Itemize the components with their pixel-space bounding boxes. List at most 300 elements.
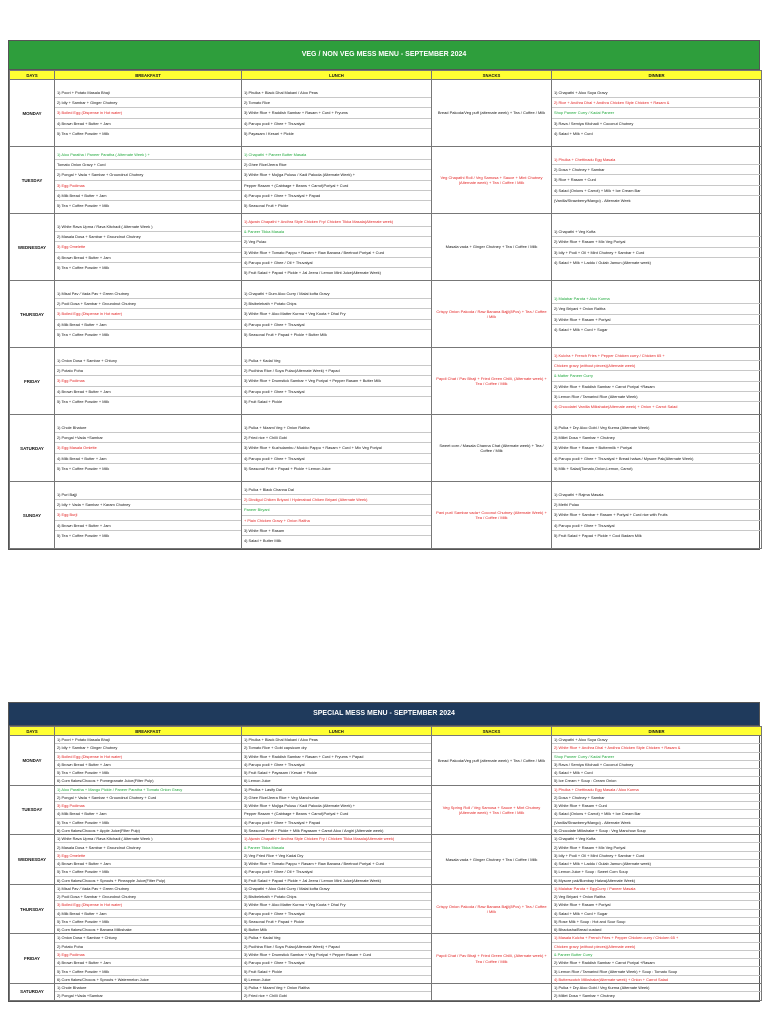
dinner-item: 3) Lemon Rice / Tamarind Rice (Alternate Week) + Soup : Tomato Soup: [552, 967, 761, 975]
menu-row-thursday: [10, 281, 762, 348]
dinner-item: 3) Rava / Semiya Kitchadi + Coconut Chutney: [552, 761, 761, 769]
snacks-cell: Papdi Chat / Pav Bhaji + Fried Green Chilli, (Alternate week) + Tea / Coffee / Milk: [432, 934, 552, 984]
lunch-header: LUNCH: [242, 727, 432, 736]
snacks-cell: Crispy Onion Pakoda / Raw Banana Bajji(8Pcs) + Tea / Coffee / Milk: [432, 281, 552, 348]
veg-menu-title: VEG / NON VEG MESS MENU - SEPTEMBER 2024: [9, 41, 759, 70]
dinner-item: 4) Salad (Onions + Carrot) + Milk + Ice Cream Bar: [552, 186, 761, 196]
lunch-cell: [242, 983, 432, 1000]
breakfast-item: 5) Tea + Coffee Powder + Milk: [57, 264, 110, 270]
lunch-item: 5) Fruit Salad + Pickle: [242, 967, 431, 975]
lunch-item: 2) Pudhina Rice / Soya Pulao(Alternate Week) + Papad: [242, 943, 431, 951]
breakfast-cell: [55, 281, 242, 348]
day-label: TUESDAY: [10, 785, 55, 835]
dinner-item: 4) Salad (Onions + Carrot) + Milk + Ice Cream Bar: [552, 810, 761, 818]
dinner-item: (Vanilla/Strawberry/Mango) - Alternate Week: [554, 197, 631, 203]
lunch-item: 4) Parupu podi + Ghee + Thuvaiyal: [242, 454, 431, 464]
dinner-item: 6) Bhadusha/Bread custard: [554, 927, 602, 933]
dinner-item: 3) White Rice + Rasam + Poriyal: [552, 901, 761, 909]
breakfast-item: 4) Milk Bread + Butter + Jam: [55, 454, 241, 464]
day-label: MONDAY: [10, 80, 55, 147]
breakfast-item: 2) Idly + Sambar + Ginger Chutney: [55, 98, 241, 108]
breakfast-item: 2) Masala Dosa + Sambar + Groundnut Chutney: [55, 232, 241, 242]
lunch-item: 2) Veg Pulao: [242, 237, 431, 247]
menu-row-tuesday: [10, 147, 762, 214]
dinner-item: 2) Dosa + Chutney + Sambar: [552, 165, 761, 175]
dinner-cell: [552, 80, 762, 147]
dinner-item: 2) Millet Dosa + Sambar + Chutney: [554, 993, 615, 999]
breakfast-cell: [55, 835, 242, 885]
breakfast-item: 3) Egg Masala Omlette: [55, 443, 241, 453]
lunch-item: 1) Chapathi + Dum Aloo Curry / Malai kofta Gravy: [242, 289, 431, 299]
breakfast-item: 2) Podi Dosa + Sambar + Groundnut Chutney: [55, 299, 241, 309]
day-label: FRIDAY: [10, 348, 55, 415]
lunch-item: 5) Seasonal Fruit + Papad + Pickle + Lemon Juice: [244, 465, 331, 471]
breakfast-item: 4) Brown Bread + Butter + Jam: [55, 959, 241, 967]
lunch-item: 2) Dindigul Chiken Briyani / Hyderabad Chiken Briyani (Alternate Week): [242, 495, 431, 505]
lunch-cell: [242, 785, 432, 835]
dinner-item: 2) Rice + Andhra Dhal + Andhra Chicken Style Chicken + Rasam &: [552, 98, 761, 108]
dinner-cell: [552, 348, 762, 415]
lunch-item: 5) Fruit Salad + Payasam / Kesari + Pickle: [242, 769, 431, 777]
lunch-item: 1) Pulka + Nizami Veg + Onion Raitha: [242, 423, 431, 433]
menu-row-thursday: [10, 884, 762, 934]
breakfast-item: 6) Corn flakes/Chocos + Banana Milkshake: [57, 927, 132, 933]
lunch-item: 4) Parupu podi + Ghee + Thuvaiyal: [242, 320, 431, 330]
dinner-cell: [552, 835, 762, 885]
snacks-cell: Veg Chapathi Roll / Veg Samosa + Sauce + Mint Chutney (Alternate week) + Tea / Coffee / Milk: [432, 147, 552, 214]
breakfast-item: 4) Brown Bread + Butter + Jam: [55, 860, 241, 868]
breakfast-item: 5) Tea + Coffee Powder + Milk: [55, 918, 241, 926]
lunch-item: 5) Fruit Salad + Pickle: [244, 398, 283, 404]
dinner-item: 4) Chocolate/ Vanilla Milkshake(Alternate week) + Onion + Carrot Salad: [554, 404, 678, 410]
day-label: TUESDAY: [10, 147, 55, 214]
lunch-cell: [242, 482, 432, 549]
breakfast-item: 1) Poori + Potato Masala Bhaji: [55, 736, 241, 744]
breakfast-item: 2) Podi Dosa + Sambar + Groundnut Chutney: [55, 893, 241, 901]
lunch-item: 4) Parupu podi + Ghee + Thuvaiyal: [242, 119, 431, 129]
breakfast-item: 1) Misal Pav / Vada Pav + Green Chutney: [55, 885, 241, 893]
lunch-item: 2) Bisibelebath + Potato Chips: [242, 299, 431, 309]
dinner-item: 2) White Rice + Raddish Sambar + Carrot Poriyal +Rasam: [552, 382, 761, 392]
breakfast-item: 1) Aloo Paratha + Mango Pickle / Paneer Paratha + Tomato Onion Gravy: [55, 786, 241, 794]
lunch-item: 2) Fried rice + Chilli Gobi: [244, 993, 287, 999]
dinner-item: 1) Masala Kulcha + French Fries + Pepper Chicken curry / Chicken 65 +: [552, 934, 761, 942]
lunch-item: 4) Parupu podi + Ghee + Thuvaiyal: [242, 387, 431, 397]
lunch-cell: [242, 80, 432, 147]
snacks-cell: Masala vada + Ginger Chutney + Tea / Coffee / Milk: [432, 835, 552, 885]
dinner-item: 3) White Rice + Rasam + Curd: [552, 802, 761, 810]
veg-menu-table: [9, 70, 762, 549]
lunch-item: 4) Parupu podi + Ghee / Oil + Thuvaiyal: [242, 258, 431, 268]
lunch-cell: [242, 884, 432, 934]
snacks-header: SNACKS: [432, 727, 552, 736]
breakfast-item: 2) Masala Dosa + Sambar + Groundnut Chutney: [55, 843, 241, 851]
lunch-item: 1) Chapathi + Aloo Gobi Curry / Malai kofta Gravy: [242, 885, 431, 893]
dinner-item: 4) Salad + Milk + Curd + Sugar: [554, 326, 608, 332]
special-header-row: [10, 727, 762, 736]
breakfast-item: 3) Boiled Egg (Dispense in Hot water): [55, 108, 241, 118]
breakfast-item: 1) Chole Bhature: [55, 423, 241, 433]
lunch-item: 1) Ajwain Chapathi + Andhra Style Chicken Fry/ Chicken Tikka Masala(Alternate week): [242, 217, 431, 227]
breakfast-cell: [55, 214, 242, 281]
dinner-item: 6) Mysore pak/Bombay Halwa(Alternate Week): [554, 877, 636, 883]
lunch-cell: [242, 147, 432, 214]
day-label: SUNDAY: [10, 482, 55, 549]
breakfast-item: 6) Corn flakes/Chocos + Sprouts + Watermelon Juice: [57, 976, 149, 982]
lunch-item: 1) Chapathi + Paneer Butter Masala: [242, 150, 431, 160]
breakfast-item: 1) Onion Dosa + Sambar + Chtuny: [55, 356, 241, 366]
lunch-item: 2) Veg Fried Rice + Veg Kadai Dry: [242, 852, 431, 860]
breakfast-item: 1) Onion Dosa + Sambar + Chtuny: [55, 934, 241, 942]
day-label: SATURDAY: [10, 415, 55, 482]
dinner-item: 4) Salad + Milk + Curd: [554, 130, 593, 136]
menu-row-tuesday: [10, 785, 762, 835]
breakfast-item: 2) Pongal + Vada + Sambar + Groundnut Chutney + Curd: [55, 794, 241, 802]
menu-row-friday: [10, 934, 762, 984]
day-label: WEDNESDAY: [10, 214, 55, 281]
dinner-item: 2) Veg Briyani + Onion Raitha: [552, 893, 761, 901]
day-label: WEDNESDAY: [10, 835, 55, 885]
lunch-cell: [242, 281, 432, 348]
lunch-item: Paneer Biryani: [242, 505, 431, 515]
dinner-cell: [552, 281, 762, 348]
breakfast-item: 5) Tea + Coffee Powder + Milk: [55, 819, 241, 827]
lunch-item: 1) Phulka + Black Dhal Makani / Aloo Peas: [242, 88, 431, 98]
dinner-header: DINNER: [552, 71, 762, 80]
dinner-cell: [552, 983, 762, 1000]
lunch-item: 3) White Rice + Tomato Pappu + Rasam + Raw Banana / Beetroot Poriyal + Curd: [242, 248, 431, 258]
dinner-item: 4) Salad + Milk + Curd + Sugar: [552, 910, 761, 918]
breakfast-item: 1) Misal Pav / Vada Pav + Green Chutney: [55, 289, 241, 299]
lunch-item: 1) Ajwain Chapathi + Andhra Style Chicken Fry / Chicken Tikka Masala(Alternate week): [242, 835, 431, 843]
lunch-item: 3) White Rice + Drumstick Sambar + Veg Poriyal + Pepper Rasam + Curd: [242, 951, 431, 959]
snacks-cell: Papdi Chat / Pav Bhaji + Fried Green Chilli, (Alternate week) + Tea / Coffee / Milk: [432, 348, 552, 415]
breakfast-cell: [55, 147, 242, 214]
dinner-item: 1) Phulka + Chettinadu Egg Masala / Aloo Kurma: [552, 786, 761, 794]
breakfast-item: 3) Egg Burji: [55, 510, 241, 520]
breakfast-item: 3) Egg Podimas: [55, 951, 241, 959]
veg-header-row: [10, 71, 762, 80]
lunch-item: 3) White Rice + Raddish Sambar + Rasam + Curd + Fryums + Papad: [242, 753, 431, 761]
lunch-item: 3) White Rice + Raddish Sambar + Rasam + Curd + Fryums: [242, 108, 431, 118]
breakfast-item: 4) Milk Bread + Butter + Jam: [55, 810, 241, 818]
dinner-item: 1) Chapathi + Aloo Soya Gravy: [552, 88, 761, 98]
day-label: FRIDAY: [10, 934, 55, 984]
breakfast-item: 5) Tea + Coffee Powder + Milk: [57, 398, 110, 404]
lunch-item: 5) Seasonal Fruit + Pickle: [244, 203, 289, 209]
lunch-item: 5) Fruit Salad + Papad + Pickle + Jal Jeera / Lemon Mint Juice(Alternate Week): [244, 877, 381, 883]
breakfast-item: 4) Milk Bread + Butter + Jam: [55, 320, 241, 330]
snacks-cell: Masala vada + Ginger Chutney + Tea / Coffee / Milk: [432, 214, 552, 281]
lunch-cell: [242, 934, 432, 984]
dinner-item: 1) Malabar Parota + EggCurry / Paneer Masala: [552, 885, 761, 893]
breakfast-item: 2) Pongal +Vada +Sambar: [57, 993, 103, 999]
dinner-cell: [552, 934, 762, 984]
breakfast-cell: [55, 415, 242, 482]
dinner-cell: [552, 736, 762, 786]
dinner-item: 3) White Rice + Rasam + Buttermilk + Poriyal: [552, 443, 761, 453]
dinner-item: 1) Kulcha + French Fries + Pepper Chicken curry / Chicken 65 +: [552, 351, 761, 361]
breakfast-item: 4) Milk Bread + Butter + Jam: [55, 910, 241, 918]
lunch-item: Pepper Rasam + (Cabbage + Beans + Carrot)Poriyal + Curd: [242, 810, 431, 818]
lunch-item: 3) White Rice + Kuzhulambu / Muddo Pappu + Rasam + Curd + Mix Veg Poriyal: [242, 443, 431, 453]
lunch-item: 3) White Rice + Aloo Matter Kurma + Veg Koota + Dhal Fry: [242, 309, 431, 319]
menu-row-sunday: [10, 482, 762, 549]
dinner-item: 5) Fruit Salad + Papad + Pickle + Cool Badam Milk: [554, 532, 642, 538]
breakfast-item: 1) White Rava Upma / Rava Kitchadi ( Alternate Week ): [55, 835, 241, 843]
veg-menu-sheet: [8, 40, 760, 550]
dinner-item: 3) Lemon Rice / Tamarind Rice (Alternate Week): [552, 392, 761, 402]
dinner-item: 4) Butterscotch Milkshake(Alternate week) + Onion + Carrot Salad: [554, 976, 668, 982]
dinner-item: 2) Veg Briyani + Onion Raitha: [552, 304, 761, 314]
dinner-item: 2) White Rice + Rasam + Mix Veg Poriyal: [552, 843, 761, 851]
lunch-item: 3) White Rice + Mojiga Pulusu / Kadi Pakoda (Alternate Week) +: [242, 170, 431, 180]
lunch-item: 2) Ghee Rice/Jeera Rice: [242, 160, 431, 170]
dinner-item: 2) Dosa + Chutney + Sambar: [552, 794, 761, 802]
lunch-item: 2) Ghee Rice/Jeera Rice + Veg Manchurian: [242, 794, 431, 802]
lunch-item: 5) Seasonal Fruit + Pickle + Milk Payasam + Carrot Aloo / Angiri (Alternate week): [244, 828, 384, 834]
dinner-item: 1) Chapathi + Aloo Soya Gravy: [552, 736, 761, 744]
breakfast-item: 3) Boiled Egg (Dispense in Hot water): [55, 309, 241, 319]
lunch-cell: [242, 835, 432, 885]
dinner-item: 5) Chocolate Milkshake + Soup : Veg Manchow Soup: [554, 828, 646, 834]
breakfast-item: 6) Corn flakes/Chocos + Sprouts + Pineapple Juice(Filter Pulp): [57, 877, 166, 883]
lunch-item: & Paneer Tikka Masala: [242, 843, 431, 851]
snacks-header: SNACKS: [432, 71, 552, 80]
dinner-item: 2) White Rice + Rasam + Mix Veg Poriyal: [552, 237, 761, 247]
breakfast-item: 3) Egg Omelette: [55, 852, 241, 860]
breakfast-item: 5) Tea + Coffee Powder + Milk: [57, 465, 110, 471]
special-menu-sheet: [8, 702, 760, 1002]
lunch-item: 5) Seasonal Fruit + Papad + Pickle + Butter Milk: [244, 331, 327, 337]
lunch-item: 4) Parupu podi + Ghee + Thuvaiyal + Papad: [242, 819, 431, 827]
lunch-item: 4) Parupu podi + Ghee + Thuvaiyal + Papad: [242, 191, 431, 201]
dinner-item: & Matter Paneer Curry: [552, 371, 761, 381]
lunch-item: 5) Payasam / Kesari + Pickle: [244, 130, 294, 136]
snacks-cell: Crispy Onion Pakoda / Raw Banana Bajji(8Pcs) + Tea / Coffee / Milk: [432, 884, 552, 934]
breakfast-item: 1) Aloo Paratha / Paneer Paratha ( Alternate Week ) +: [55, 150, 241, 160]
dinner-item: 4) Parupu podi + Ghee + Thuvaiyal: [552, 521, 761, 531]
menu-row-monday: [10, 80, 762, 147]
breakfast-item: 3) Boiled Egg (Dispense in Hot water): [55, 753, 241, 761]
dinner-item: 4) Parupu podi + Ghee + Thuvaiyal + Bread halwa / Mysore Pak(Alternate Week): [552, 454, 761, 464]
breakfast-item: 2) Potato Poha: [55, 366, 241, 376]
lunch-item: 1) Phulka + Lasify Dal: [242, 786, 431, 794]
day-label: MONDAY: [10, 736, 55, 786]
lunch-item: 3) White Rice + Drumstick Sambar + Veg Poriyal + Pepper Rasam + Butter Milk: [242, 376, 431, 386]
dinner-item: 1) Pulka + Dry Aloo Gobi / Veg Kurma (Alternate Week): [552, 984, 761, 992]
dinner-item: 1) Phulka + Chettinadu Egg Masala: [552, 155, 761, 165]
dinner-cell: [552, 785, 762, 835]
breakfast-item: 5) Tea + Coffee Powder + Milk: [55, 769, 241, 777]
breakfast-item: 4) Brown Bread + Butter + Jam: [55, 521, 241, 531]
breakfast-item: 4) Milk Bread + Butter + Jam: [55, 191, 241, 201]
lunch-item: 4) Parupu podi + Ghee + Thuvaiyal: [242, 761, 431, 769]
lunch-item: 4) Parupu podi + Ghee / Oil + Thuvaiyal: [242, 868, 431, 876]
breakfast-item: 4) Brown Bread + Butter + Jam: [55, 253, 241, 263]
menu-row-saturday: [10, 415, 762, 482]
breakfast-cell: [55, 482, 242, 549]
lunch-item: 1) Phulka + Black Dhal Makani / Aloo Peas: [242, 736, 431, 744]
breakfast-item: 6) Corn flakes/Chocos + Apple Juice(Filter Pulp): [57, 828, 140, 834]
snacks-cell: Sweet corn / Masala Channa Chat (Alternate week) + Tea / Coffee / Milk: [432, 415, 552, 482]
dinner-item: 4) Salad + Milk + Laddu / Gulab Jamun (Alternate week): [552, 860, 761, 868]
dinner-item: 5) Ice Cream + Soup : Cream Onion: [554, 778, 617, 784]
dinner-item: Shop Paneer Curry / Kadai Paneer: [552, 108, 761, 118]
lunch-item: Pepper Rasam + (Cabbage + Beans + Carrot)Poriyal + Curd: [242, 181, 431, 191]
lunch-cell: [242, 348, 432, 415]
lunch-item: + Plain Chicken Gravy + Onion Raitha: [242, 516, 431, 526]
snacks-cell: Bread Pakoda/Veg puff (alternate week) + Tea / Coffee / Milk: [432, 80, 552, 147]
lunch-item: 2) Bisibelebath + Potato Chips: [242, 893, 431, 901]
breakfast-cell: [55, 983, 242, 1000]
breakfast-header: BREAKFAST: [55, 727, 242, 736]
breakfast-item: 1) Puri Bajji: [55, 490, 241, 500]
lunch-item: 2) Fried rice + Chilli Gobi: [242, 433, 431, 443]
lunch-item: 4) Salad + Butter Milk: [244, 538, 282, 544]
lunch-item: 3) White Rice + Rasam: [242, 526, 431, 536]
lunch-item: 6) Lemon Juice: [244, 976, 271, 982]
dinner-item: 2) White Rice + Andhra Dhal + Andhra Chicken Style Chicken + Rasam &: [552, 744, 761, 752]
dinner-item: 1) Pulka + Dry Aloo Gobi / Veg Kurma (Alternate Week): [552, 423, 761, 433]
dinner-item: 5) Milk + Salad(Tomato,Onion,Lemon, Carrot): [554, 465, 633, 471]
dinner-item: Shop Paneer Curry / Kadai Paneer: [552, 753, 761, 761]
lunch-item: 5) Fruit Salad + Papad + Pickle + Jal Jeera / Lemon Mint Juice(Alternate Week): [244, 270, 381, 276]
lunch-item: 2) Tomato Rice + Gobi capsicum dry: [242, 744, 431, 752]
lunch-item: 3) White Rice + Mojiga Pulusu / Kadi Pakoda (Alternate Week) +: [242, 802, 431, 810]
lunch-item: 4) Parupu podi + Ghee + Thuvaiyal: [242, 910, 431, 918]
lunch-item: 6) Lemon Juice: [244, 778, 271, 784]
lunch-item: 4) Parupu podi + Ghee + Thuvaiyal: [242, 959, 431, 967]
dinner-item: 2) Millet Dosa + Sambar + Chutney: [552, 433, 761, 443]
lunch-item: 2) Pudhina Rice / Soya Pulao(Alternate Week) + Papad: [242, 366, 431, 376]
special-menu-title: SPECIAL MESS MENU - SEPTEMBER 2024: [9, 703, 759, 726]
dinner-item: & Paneer Butter Curry: [552, 951, 761, 959]
lunch-item: 1) Pulka + Nizami Veg + Onion Raitha: [242, 984, 431, 992]
lunch-item: & Paneer Tikka Masala: [242, 227, 431, 237]
lunch-cell: [242, 415, 432, 482]
breakfast-item: 1) White Rava Upma / Rava Kitchadi ( Alternate Week ): [55, 222, 241, 232]
dinner-item: 3) White Rice + Sambar + Rasam + Poriyal + Curd rice with Fruits: [552, 510, 761, 520]
breakfast-item: 2) Idly + Sambar + Ginger Chutney: [55, 744, 241, 752]
lunch-item: 5) Seasonal Fruit + Papad + Pickle: [242, 918, 431, 926]
dinner-item: 3) Idly + Podi + Oil + Mint Chutney + Sambar + Curd: [552, 852, 761, 860]
dinner-item: 3) Idly + Podi + Oil + Mint Chutney + Sambar + Curd: [552, 248, 761, 258]
dinner-item: 1) Chapathi + Veg Kofta: [552, 227, 761, 237]
dinner-cell: [552, 884, 762, 934]
menu-row-wednesday: [10, 835, 762, 885]
dinner-cell: [552, 482, 762, 549]
special-menu-body: [10, 736, 762, 1001]
dinner-item: 1) Chapathi + Veg Kofta: [552, 835, 761, 843]
day-label: THURSDAY: [10, 281, 55, 348]
dinner-header: DINNER: [552, 727, 762, 736]
dinner-cell: [552, 214, 762, 281]
dinner-item: 5) Lemon Juice + Soup : Sweet Corn Soup: [552, 868, 761, 876]
day-label: THURSDAY: [10, 884, 55, 934]
breakfast-item: 3) Egg Podimas: [55, 376, 241, 386]
lunch-cell: [242, 214, 432, 281]
lunch-item: 1) Pulka + Kadai Veg: [242, 934, 431, 942]
days-header: DAYS: [10, 727, 55, 736]
lunch-item: 3) White Rice + Aloo Matter Kurma + Veg Koota + Dhal Fry: [242, 901, 431, 909]
breakfast-cell: [55, 736, 242, 786]
breakfast-item: Tomato Onion Gravy + Curd: [55, 160, 241, 170]
breakfast-cell: [55, 785, 242, 835]
snacks-cell: Veg Spring Roll / Veg Samosa + Sauce + Mint Chutney (Alternate week) + Tea / Coffee / Milk: [432, 785, 552, 835]
breakfast-item: 2) Pongal +Vada +Sambar: [55, 433, 241, 443]
snacks-cell: Pani puri/ Sambar vada+ Coconut Chutney (Alternate Week) + Tea / Coffee / Milk: [432, 482, 552, 549]
breakfast-cell: [55, 884, 242, 934]
breakfast-item: 3) Egg Podimas: [55, 802, 241, 810]
breakfast-item: 3) Egg Podimas: [55, 181, 241, 191]
day-label: SATURDAY: [10, 983, 55, 1000]
lunch-header: LUNCH: [242, 71, 432, 80]
dinner-cell: [552, 147, 762, 214]
lunch-item: 1) Pulka + Kadai Veg: [242, 356, 431, 366]
breakfast-item: 1) Chole Bhature: [55, 984, 241, 992]
snacks-cell: Bread Pakoda/Veg puff (alternate week) + Tea / Coffee / Milk: [432, 736, 552, 786]
breakfast-item: 5) Tea + Coffee Powder + Milk: [57, 130, 110, 136]
lunch-item: 1) Pulka + Black Channa Dal: [242, 485, 431, 495]
dinner-item: 1) Malabar Parota + Aloo Kurma: [552, 294, 761, 304]
dinner-item: 4) Salad + Milk + Laddu / Gulab Jamun (Alternate week): [554, 259, 651, 265]
dinner-cell: [552, 415, 762, 482]
dinner-item: 1) Chapathi + Rajma Masala: [552, 490, 761, 500]
lunch-item: 3) White Rice + Tomato Pappu + Rasam + Raw Banana / Beetroot Poriyal + Curd: [242, 860, 431, 868]
breakfast-item: 3) Boiled Egg (Dispense in Hot water): [55, 901, 241, 909]
breakfast-item: 2) Potato Poha: [55, 943, 241, 951]
dinner-item: 4) Salad + Milk + Curd: [552, 769, 761, 777]
dinner-item: Chicken gravy (without pieces)(Alternate week): [552, 943, 761, 951]
lunch-item: 6) Butter Milk: [244, 927, 267, 933]
veg-menu-body: [10, 80, 762, 549]
dinner-item: 2) White Rice + Raddish Sambar + Carrot Poriyal +Rasam: [552, 959, 761, 967]
snacks-cell: [432, 983, 552, 1000]
breakfast-item: 1) Poori + Potato Masala Bhaji: [55, 88, 241, 98]
breakfast-item: 5) Tea + Coffee Powder + Milk: [57, 203, 110, 209]
dinner-item: 3) White Rice + Rasam + Poriyal: [552, 315, 761, 325]
breakfast-item: 4) Brown Bread + Butter + Jam: [55, 761, 241, 769]
dinner-item: 3) Rava / Semiya Kitchadi + Coconut Chutney: [552, 119, 761, 129]
dinner-item: 2) Methi Pulao: [552, 500, 761, 510]
breakfast-item: 6) Corn flakes/Chocos + Pomegranate Juice(Filter Pulp): [57, 778, 154, 784]
menu-row-friday: [10, 348, 762, 415]
breakfast-item: 5) Tea + Coffee Powder + Milk: [55, 868, 241, 876]
menu-row-wednesday: [10, 214, 762, 281]
breakfast-item: 2) Pongal + Vada + Sambar + Groundnut Chutney: [55, 170, 241, 180]
dinner-item: (Vanilla/Strawberry/Mango) - Alternate Week: [552, 819, 761, 827]
breakfast-item: 4) Brown Bread + Butter + Jam: [55, 119, 241, 129]
menu-row-monday: [10, 736, 762, 786]
dinner-item: 3) Rice + Rasam + Curd: [552, 175, 761, 185]
lunch-item: 2) Tomato Rice: [242, 98, 431, 108]
breakfast-cell: [55, 934, 242, 984]
breakfast-item: 5) Tea + Coffee Powder + Milk: [57, 532, 110, 538]
dinner-item: 5) Rose Milk + Soup : Hot and Sour Soup: [552, 918, 761, 926]
breakfast-cell: [55, 348, 242, 415]
days-header: DAYS: [10, 71, 55, 80]
breakfast-item: 5) Tea + Coffee Powder + Milk: [55, 967, 241, 975]
special-menu-table: [9, 726, 762, 1001]
breakfast-item: 2) Idly + Vada + Sambar + Karam Chutney: [55, 500, 241, 510]
breakfast-item: 4) Brown Bread + Butter + Jam: [55, 387, 241, 397]
breakfast-item: 3) Egg Omelette: [55, 242, 241, 252]
breakfast-header: BREAKFAST: [55, 71, 242, 80]
menu-row-saturday: [10, 983, 762, 1000]
dinner-item: Chicken gravy (without pieces)(Alternate week): [552, 361, 761, 371]
breakfast-cell: [55, 80, 242, 147]
